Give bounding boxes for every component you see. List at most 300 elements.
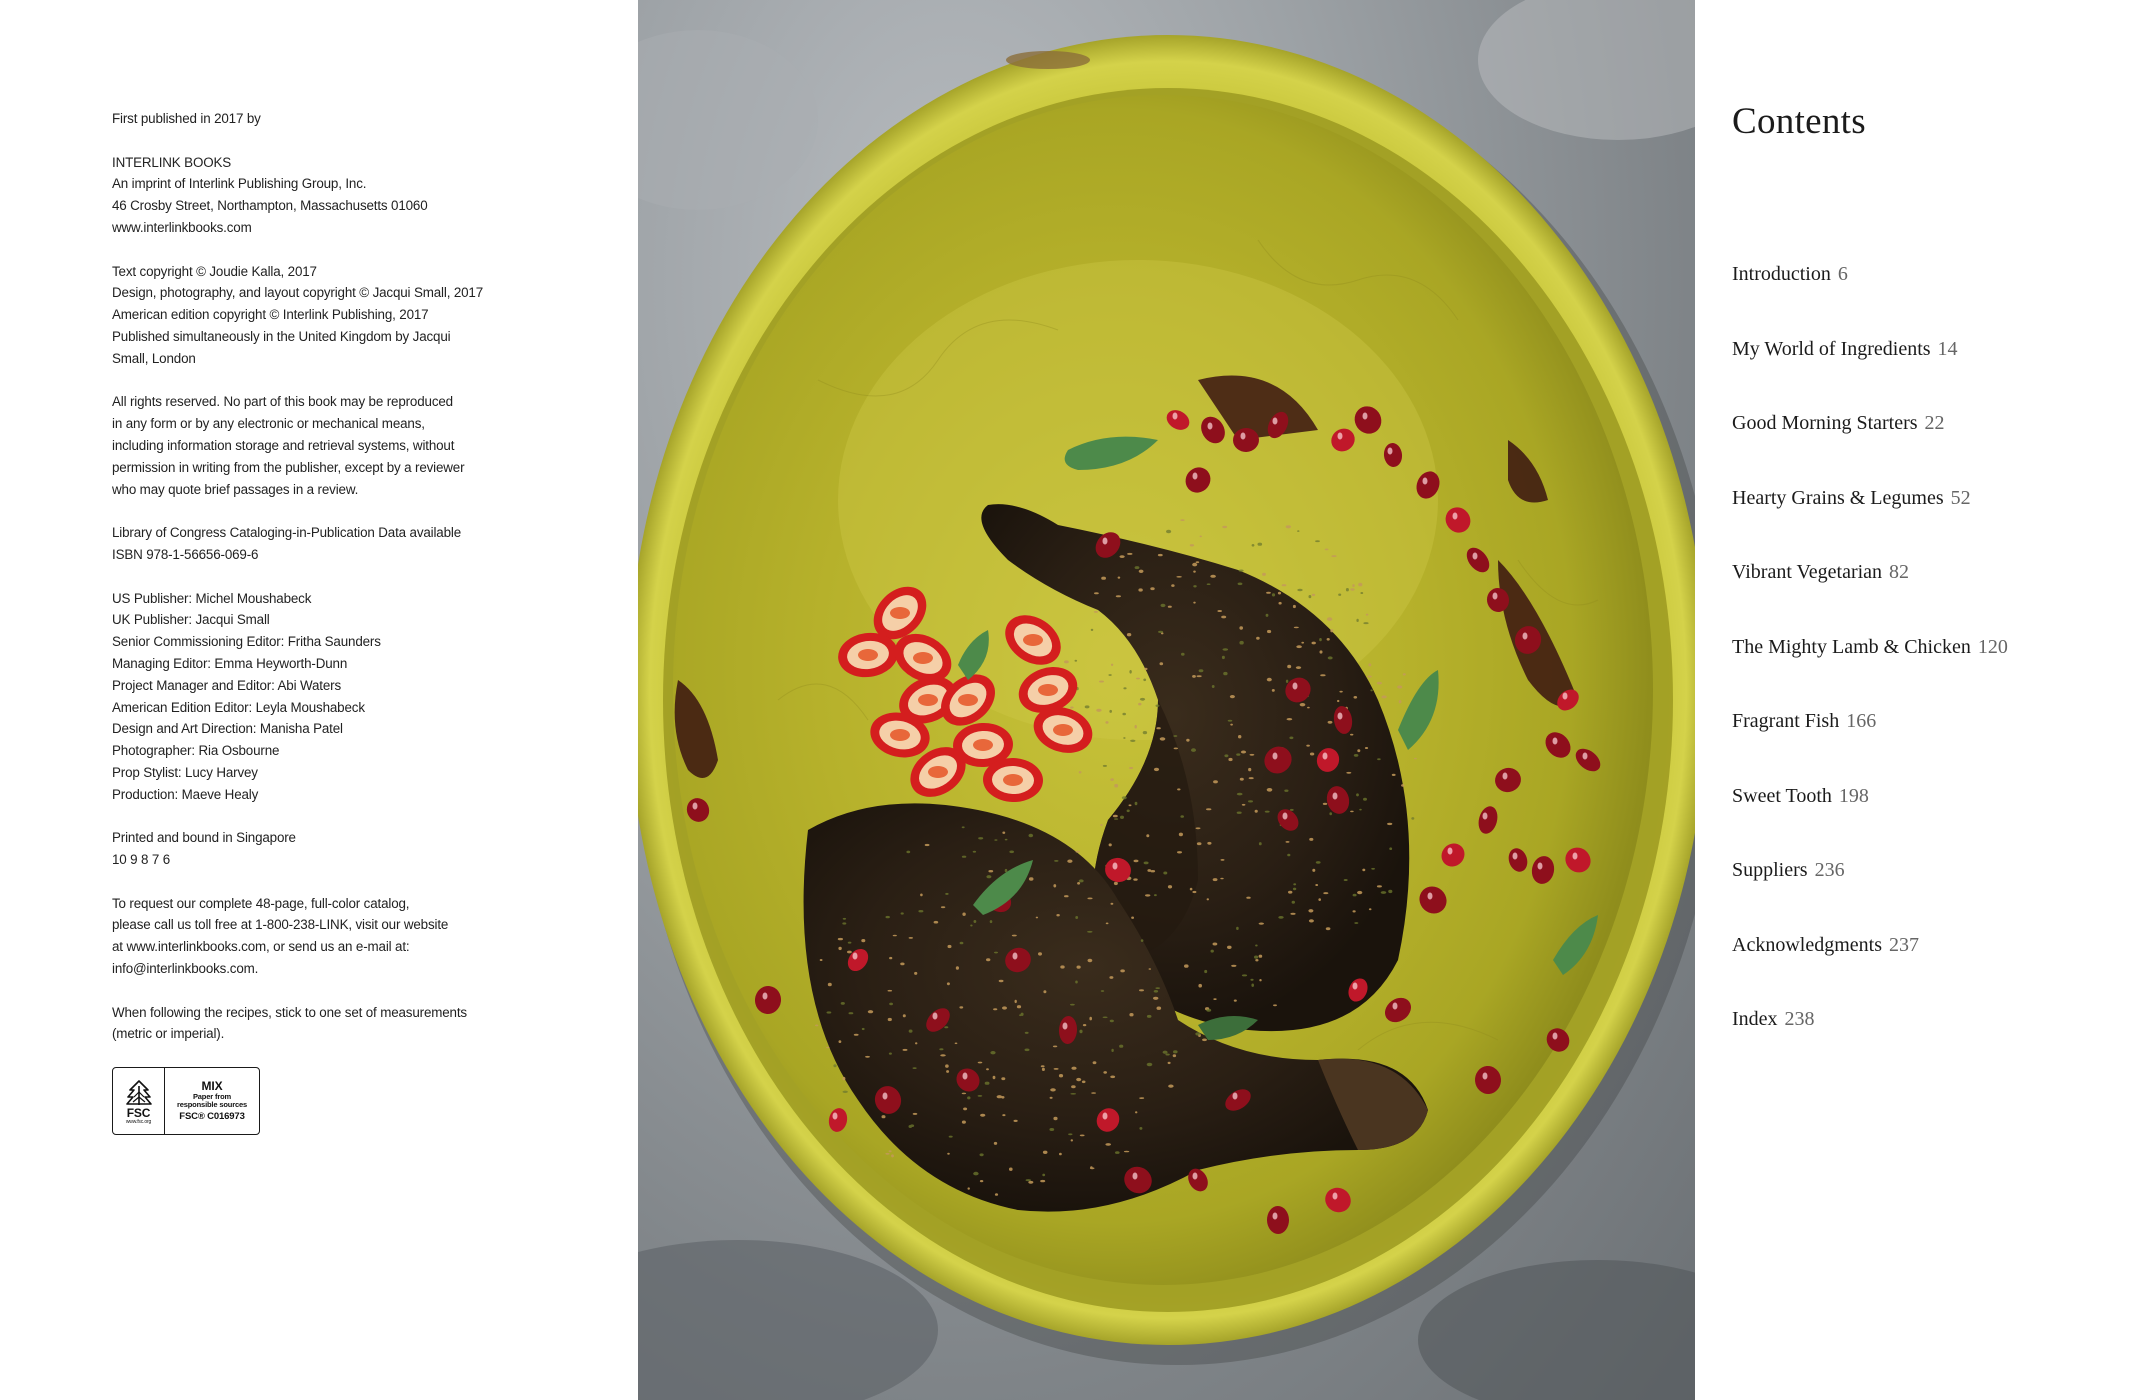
sesame-speck <box>1197 675 1202 677</box>
sesame-speck <box>833 1064 836 1067</box>
toc-entry-page: 238 <box>1784 1008 1815 1030</box>
sesame-speck <box>1134 860 1139 863</box>
sesame-speck <box>1328 656 1333 659</box>
sesame-speck <box>1411 817 1414 820</box>
sesame-speck <box>1267 630 1271 633</box>
pomegranate-highlight <box>1428 893 1433 900</box>
sesame-speck <box>1192 675 1196 678</box>
pomegranate-highlight <box>1513 853 1518 860</box>
sesame-speck <box>1287 718 1293 720</box>
sesame-speck <box>815 1025 818 1027</box>
sesame-speck <box>1306 745 1310 747</box>
sesame-speck <box>1207 583 1211 585</box>
copyright-text <box>112 108 542 1045</box>
sesame-speck <box>986 958 990 961</box>
toc-entry-label: Fragrant Fish <box>1732 710 1840 732</box>
sesame-speck <box>1129 767 1133 769</box>
sesame-speck <box>913 1067 917 1069</box>
sesame-speck <box>1213 943 1218 946</box>
sesame-speck <box>1094 611 1098 613</box>
sesame-speck <box>1236 753 1240 755</box>
sesame-speck <box>1144 668 1147 670</box>
sesame-speck <box>1091 1092 1096 1094</box>
sesame-speck <box>1143 731 1147 734</box>
sesame-speck <box>1042 1174 1045 1177</box>
sesame-speck <box>1308 909 1313 912</box>
pomegranate-highlight <box>1273 1213 1278 1220</box>
sesame-speck <box>1369 908 1372 910</box>
sesame-speck <box>1367 676 1372 678</box>
sesame-speck <box>1310 753 1314 756</box>
sesame-speck <box>1339 691 1342 693</box>
pomegranate-highlight <box>1483 813 1488 820</box>
sesame-speck <box>1135 566 1140 569</box>
sesame-speck <box>1109 710 1112 713</box>
sesame-speck <box>849 1012 854 1014</box>
sesame-speck <box>960 942 964 945</box>
pomegranate-highlight <box>1273 753 1278 760</box>
sesame-speck <box>986 875 991 878</box>
sesame-speck <box>1059 1074 1063 1077</box>
sesame-speck <box>903 1014 906 1017</box>
sesame-speck <box>1079 879 1084 882</box>
sesame-speck <box>1129 1013 1133 1016</box>
sesame-speck <box>1165 1054 1169 1056</box>
toc-entry-page: 198 <box>1838 784 1869 807</box>
sesame-speck <box>1227 946 1232 949</box>
sesame-speck <box>1195 1032 1200 1035</box>
sesame-speck <box>1377 885 1382 887</box>
sesame-speck <box>1223 648 1229 650</box>
pomegranate-highlight <box>1553 1033 1558 1040</box>
copyright-line: All rights reserved. No part of this book may be reproduced <box>112 394 453 410</box>
sesame-speck <box>1389 847 1392 850</box>
sesame-speck <box>1320 650 1323 653</box>
sesame-speck <box>934 921 939 924</box>
sesame-speck <box>970 925 972 927</box>
sesame-speck <box>914 972 917 975</box>
sesame-speck <box>1103 1071 1107 1074</box>
toc-entry-page: 166 <box>1846 710 1877 732</box>
sesame-speck <box>1103 765 1107 767</box>
sesame-speck <box>1241 751 1246 754</box>
sesame-speck <box>1120 816 1124 819</box>
toc-entry-label: Hearty Grains & Legumes <box>1732 486 1944 509</box>
sesame-speck <box>843 918 846 920</box>
pomegranate-highlight <box>963 1073 968 1080</box>
sesame-speck <box>1088 959 1093 962</box>
sesame-speck <box>1001 1096 1004 1099</box>
sesame-speck <box>945 1064 949 1067</box>
sesame-speck <box>978 1062 983 1064</box>
sesame-speck <box>1118 577 1121 579</box>
sesame-speck <box>1200 536 1202 538</box>
toc-entry[interactable] <box>1732 709 2008 784</box>
sesame-speck <box>990 1051 995 1054</box>
sesame-speck <box>1028 1181 1033 1184</box>
sesame-speck <box>962 856 966 858</box>
pomegranate-highlight <box>1503 773 1508 780</box>
sesame-speck <box>1259 923 1264 925</box>
sesame-speck <box>1196 827 1201 829</box>
sesame-speck <box>1133 878 1137 880</box>
sesame-speck <box>1259 979 1261 981</box>
pomegranate-highlight <box>1063 1023 1068 1030</box>
sesame-speck <box>900 963 904 966</box>
pomegranate-highlight <box>1283 813 1288 820</box>
sesame-speck <box>1075 916 1078 919</box>
sesame-speck <box>1368 663 1371 666</box>
sesame-speck <box>1083 1024 1086 1026</box>
sesame-speck <box>839 1040 842 1043</box>
sesame-speck <box>868 1010 873 1013</box>
sesame-speck <box>1255 959 1258 961</box>
sesame-speck <box>1286 680 1288 683</box>
sesame-speck <box>889 1150 892 1152</box>
sesame-speck <box>1228 720 1233 722</box>
sesame-speck <box>1250 979 1253 981</box>
sesame-speck <box>1220 878 1223 880</box>
sesame-speck <box>956 966 959 970</box>
sesame-speck <box>1096 709 1101 712</box>
toc-entry[interactable] <box>1732 486 2008 561</box>
sesame-speck <box>1038 952 1042 955</box>
sesame-speck <box>1297 589 1302 592</box>
sesame-speck <box>1318 898 1321 901</box>
sesame-speck <box>820 959 823 961</box>
toc-entry-label: Introduction <box>1732 263 1831 285</box>
sesame-speck <box>1221 616 1226 619</box>
sesame-speck <box>1147 869 1151 872</box>
sesame-speck <box>1250 754 1255 756</box>
sesame-speck <box>1397 685 1402 688</box>
copyright-line: UK Publisher: Jacqui Small <box>112 612 270 628</box>
toc-entry[interactable] <box>1732 1007 2008 1082</box>
sesame-speck <box>1181 653 1185 656</box>
sesame-speck <box>1252 544 1255 547</box>
sesame-speck <box>1366 614 1369 616</box>
copyright-line: Published simultaneously in the United Kingdom by Jacqui <box>112 328 451 344</box>
toc-entry[interactable] <box>1732 784 2008 859</box>
sesame-speck <box>1360 592 1363 594</box>
sesame-speck <box>994 952 998 954</box>
sesame-speck <box>1180 815 1184 818</box>
sesame-speck <box>962 913 965 916</box>
sesame-speck <box>893 935 897 937</box>
sesame-speck <box>1249 777 1254 779</box>
sesame-speck <box>973 851 976 853</box>
sesame-speck <box>1101 577 1106 580</box>
sesame-speck <box>1221 859 1225 861</box>
pomegranate-highlight <box>833 1113 838 1120</box>
sesame-speck <box>1266 614 1269 617</box>
sesame-speck <box>848 942 852 944</box>
sesame-speck <box>1301 642 1304 644</box>
sesame-speck <box>1005 869 1008 872</box>
sesame-speck <box>1256 637 1260 640</box>
pomegranate-highlight <box>1338 713 1343 720</box>
sesame-speck <box>1323 892 1328 894</box>
sesame-speck <box>1315 540 1320 542</box>
sesame-speck <box>1002 832 1005 834</box>
sesame-speck <box>1272 689 1275 692</box>
sesame-speck <box>1323 803 1327 805</box>
pomegranate-highlight <box>1293 683 1298 690</box>
sesame-speck <box>1123 737 1125 739</box>
toc-entry-page: 236 <box>1814 859 1845 881</box>
pomegranate-highlight <box>1388 448 1393 455</box>
sesame-speck <box>1127 810 1130 813</box>
toc-entry[interactable] <box>1732 858 2008 933</box>
sesame-speck <box>913 1113 918 1115</box>
sesame-speck <box>1150 587 1154 590</box>
sesame-speck <box>1054 860 1058 862</box>
sesame-speck <box>1293 605 1296 608</box>
sesame-speck <box>1173 735 1177 737</box>
sesame-speck <box>1053 1117 1057 1120</box>
sesame-speck <box>947 1153 950 1155</box>
sesame-speck <box>1338 594 1341 596</box>
chicken-dish-photo <box>638 0 1695 1400</box>
sesame-speck <box>1294 627 1299 629</box>
sesame-speck <box>1356 793 1359 796</box>
sesame-speck <box>1158 554 1163 556</box>
toc-entry-page: 14 <box>1937 337 1958 360</box>
sesame-speck <box>1282 584 1287 586</box>
sesame-speck <box>1154 990 1158 993</box>
sesame-speck <box>1177 851 1182 853</box>
sesame-speck <box>841 1002 845 1005</box>
copyright-line: www.interlinkbooks.com <box>112 219 252 235</box>
copyright-line: ISBN 978-1-56656-069-6 <box>112 546 259 562</box>
sesame-speck <box>1067 860 1072 863</box>
sesame-speck <box>973 1172 978 1176</box>
pomegranate-highlight <box>883 1093 888 1100</box>
sesame-speck <box>1070 707 1074 709</box>
sesame-speck <box>1316 861 1321 864</box>
sesame-speck <box>1350 734 1353 736</box>
sesame-speck <box>1109 843 1112 846</box>
sesame-speck <box>1009 1168 1013 1171</box>
sesame-speck <box>909 937 913 939</box>
sesame-speck <box>1154 768 1159 771</box>
pomegranate-highlight <box>1333 793 1338 800</box>
sesame-speck <box>1168 606 1172 608</box>
sesame-speck <box>1325 549 1329 551</box>
sesame-speck <box>1085 705 1090 708</box>
copyright-paragraph <box>112 152 542 239</box>
copyright-line: Photographer: Ria Osbourne <box>112 743 280 759</box>
copyright-line: Small, London <box>112 350 196 366</box>
sesame-speck <box>1064 660 1069 663</box>
pomegranate-highlight <box>1193 473 1198 480</box>
sesame-speck <box>1287 854 1290 857</box>
sesame-speck <box>1114 784 1118 788</box>
sesame-speck <box>1287 665 1291 669</box>
sesame-speck <box>968 1187 970 1189</box>
sesame-speck <box>1213 998 1216 1000</box>
sesame-speck <box>990 920 993 923</box>
sesame-speck <box>1392 774 1396 776</box>
toc-entry[interactable] <box>1732 411 2008 486</box>
pomegranate-highlight <box>1333 1193 1338 1200</box>
sesame-speck <box>1237 812 1242 814</box>
toc-entry-label: The Mighty Lamb & Chicken <box>1732 635 1971 658</box>
sesame-speck <box>1114 882 1118 885</box>
sesame-speck <box>1234 1000 1237 1002</box>
sesame-speck <box>1079 1030 1082 1034</box>
sesame-speck <box>1370 689 1372 691</box>
copyright-page <box>112 108 542 1135</box>
sesame-speck <box>1255 945 1258 947</box>
sesame-speck <box>1060 965 1064 968</box>
sesame-speck <box>1115 1151 1120 1154</box>
pomegranate-highlight <box>1103 538 1108 545</box>
toc-entry-label: Suppliers <box>1732 859 1808 881</box>
sesame-speck <box>1053 884 1056 887</box>
sesame-speck <box>1371 868 1375 870</box>
sesame-speck <box>1119 1045 1123 1048</box>
sesame-speck <box>1238 735 1241 738</box>
sesame-speck <box>1029 834 1034 838</box>
sesame-speck <box>1363 622 1368 624</box>
fsc-code-label: FSC® C016973 <box>179 1110 245 1122</box>
sesame-speck <box>1071 1085 1076 1088</box>
sesame-speck <box>1192 563 1197 567</box>
sesame-speck <box>1296 666 1301 669</box>
pomegranate-highlight <box>1483 1073 1488 1080</box>
sesame-speck <box>1147 1015 1152 1018</box>
sesame-speck <box>967 1096 970 1099</box>
sesame-speck <box>1353 894 1357 897</box>
sesame-speck <box>1240 778 1244 781</box>
toc-entry[interactable] <box>1732 635 2008 710</box>
copyright-line: American Edition Editor: Leyla Moushabeck <box>112 699 365 715</box>
sesame-speck <box>1135 725 1137 729</box>
sesame-speck <box>1154 894 1157 896</box>
toc-entry[interactable] <box>1732 262 2008 337</box>
sesame-speck <box>1070 1004 1075 1006</box>
pomegranate-highlight <box>1323 753 1328 760</box>
copyright-line: Design, photography, and layout copyright © Jacqui Small, 2017 <box>112 285 484 301</box>
sesame-speck <box>1049 1128 1054 1131</box>
sesame-speck <box>1199 669 1204 672</box>
sesame-speck <box>1050 1097 1053 1099</box>
sesame-speck <box>1180 519 1184 521</box>
sesame-speck <box>1350 588 1354 590</box>
sesame-speck <box>886 916 890 918</box>
sesame-speck <box>1293 888 1296 891</box>
sesame-speck <box>980 1180 983 1182</box>
sesame-speck <box>1279 602 1282 605</box>
sesame-speck <box>1059 1153 1062 1156</box>
contents-title: Contents <box>1732 101 1866 142</box>
sesame-speck <box>959 1006 963 1008</box>
copyright-paragraph <box>112 827 542 871</box>
sesame-speck <box>861 939 865 942</box>
sesame-speck <box>1091 629 1094 631</box>
sesame-speck <box>1079 771 1082 773</box>
sesame-speck <box>1211 950 1214 953</box>
toc-entry[interactable] <box>1732 337 2008 412</box>
sesame-speck <box>1143 679 1146 682</box>
sesame-speck <box>1122 713 1126 716</box>
sesame-speck <box>1130 740 1135 742</box>
copyright-line: When following the recipes, stick to one set of measurements <box>112 1004 467 1020</box>
sesame-speck <box>1403 673 1406 675</box>
sesame-speck <box>1358 583 1362 587</box>
copyright-paragraph <box>112 108 542 130</box>
pomegranate-highlight <box>1273 418 1278 425</box>
pomegranate-highlight <box>1233 1093 1238 1100</box>
fsc-logo <box>112 1067 260 1135</box>
sesame-speck <box>1193 585 1196 587</box>
sesame-speck <box>947 982 950 985</box>
sesame-speck <box>1258 543 1263 546</box>
sesame-speck <box>1160 662 1164 665</box>
sesame-speck <box>949 1136 953 1138</box>
sesame-speck <box>1286 841 1290 843</box>
toc-entry-label: Acknowledgments <box>1732 933 1882 956</box>
sesame-speck <box>1166 530 1171 534</box>
sesame-speck <box>1040 1180 1045 1182</box>
sesame-speck <box>1290 809 1294 811</box>
sesame-speck <box>1100 824 1102 826</box>
sesame-speck <box>1077 966 1081 969</box>
sesame-speck <box>939 1048 943 1050</box>
sesame-speck <box>1156 727 1160 729</box>
sesame-speck <box>955 1043 958 1045</box>
sesame-speck <box>1156 705 1160 707</box>
copyright-line: 10 9 8 7 6 <box>112 852 171 868</box>
sesame-speck <box>1353 910 1356 912</box>
sesame-speck <box>909 1030 913 1033</box>
sesame-speck <box>889 1053 892 1055</box>
sesame-speck <box>1174 748 1178 750</box>
contents-page <box>1732 100 2112 1030</box>
sesame-speck <box>1113 815 1118 818</box>
sesame-speck <box>826 1047 829 1049</box>
sesame-speck <box>1259 842 1262 845</box>
sesame-speck <box>1056 914 1059 916</box>
sesame-speck <box>1212 685 1215 688</box>
copyright-paragraph <box>112 588 542 806</box>
sesame-speck <box>1312 642 1316 645</box>
sesame-speck <box>1346 772 1351 774</box>
pomegranate-highlight <box>1473 553 1478 560</box>
sesame-speck <box>1147 1063 1153 1066</box>
sesame-speck <box>1026 1179 1031 1181</box>
sesame-speck <box>1193 602 1195 604</box>
sesame-speck <box>1196 561 1200 563</box>
pomegranate-highlight <box>1113 863 1118 870</box>
toc-entry[interactable] <box>1732 933 2008 1008</box>
sesame-speck <box>1204 970 1207 973</box>
sesame-speck <box>1401 784 1404 787</box>
toc-entry[interactable] <box>1732 560 2008 635</box>
sesame-speck <box>1110 778 1114 781</box>
sesame-speck <box>1377 758 1381 760</box>
pomegranate-highlight <box>853 953 858 960</box>
copyright-line: 46 Crosby Street, Northampton, Massachusetts 01060 <box>112 198 428 214</box>
sesame-speck <box>843 1091 848 1093</box>
sesame-speck <box>842 1077 845 1080</box>
sesame-speck <box>1327 617 1332 621</box>
sesame-speck <box>1184 964 1189 967</box>
sesame-speck <box>1388 890 1392 893</box>
sesame-speck <box>1288 891 1292 894</box>
sesame-speck <box>1363 798 1367 801</box>
